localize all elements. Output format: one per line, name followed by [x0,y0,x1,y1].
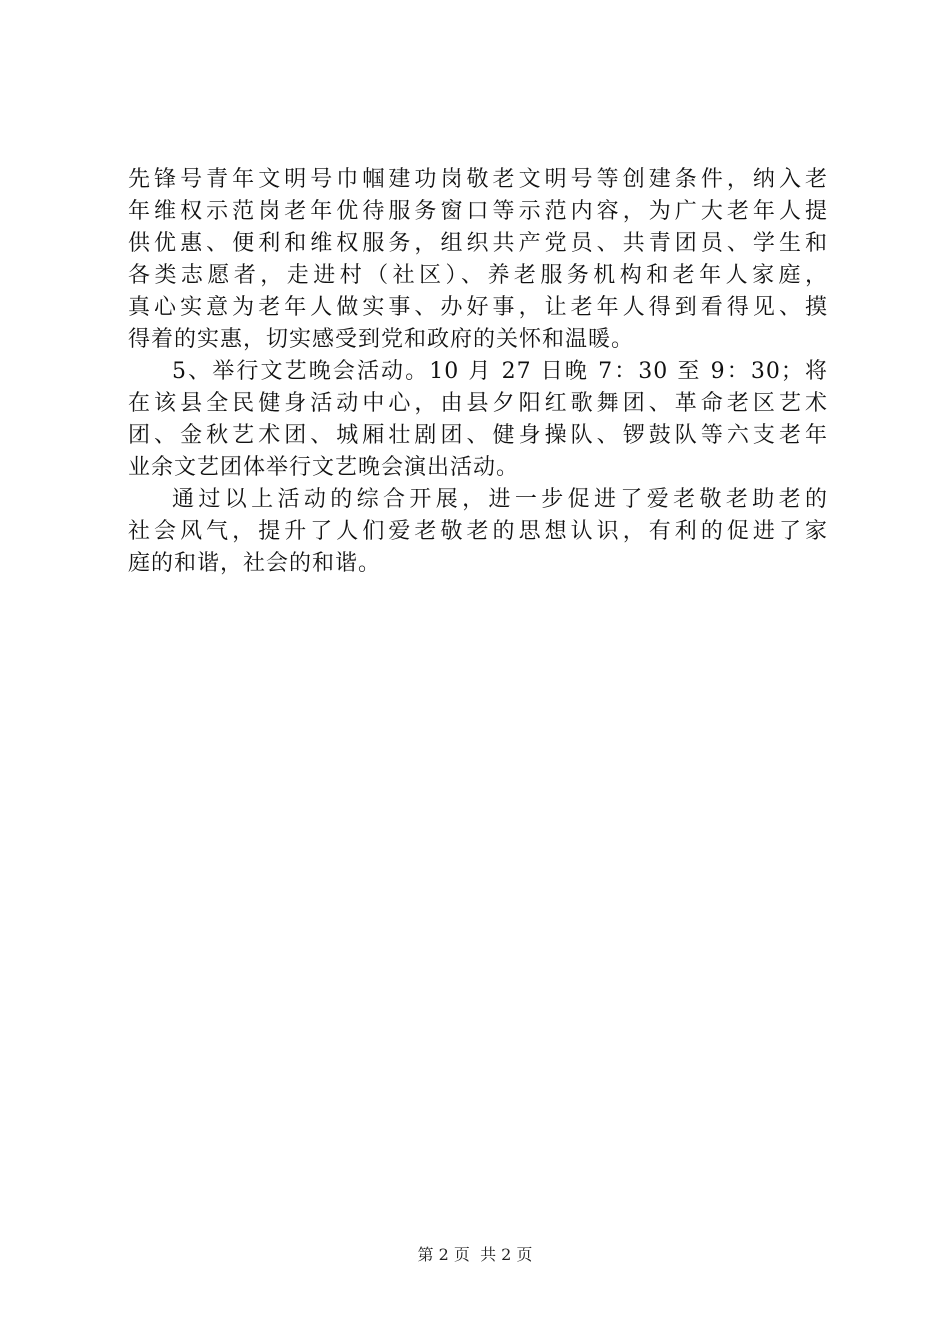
paragraph-line: 真心实意为老年人做实事、办好事，让老年人得到看得见、摸 [128,295,828,320]
paragraph-line: 年维权示范岗老年优待服务窗口等示范内容，为广大老年人提 [128,199,828,224]
page-number-label: 第 2 页 共 2 页 [417,1245,533,1264]
paragraph-3 [128,484,828,580]
paragraph-1 [128,164,828,356]
paragraph-line: 供优惠、便利和维权服务，组织共产党员、共青团员、学生和 [128,231,828,256]
paragraph-line: 团、金秋艺术团、城厢壮剧团、健身操队、锣鼓队等六支老年 [128,423,828,448]
paragraph-line: 社会风气，提升了人们爱老敬老的思想认识，有利的促进了家 [128,519,828,544]
paragraph-line: 得着的实惠，切实感受到党和政府的关怀和温暖。 [128,327,635,352]
document-body [128,164,828,580]
paragraph-line: 在该县全民健身活动中心，由县夕阳红歌舞团、革命老区艺术 [128,391,828,416]
paragraph-line: 各类志愿者，走进村（社区）、养老服务机构和老年人家庭， [128,263,828,288]
paragraph-line: 庭的和谐，社会的和谐。 [128,551,382,576]
page-footer [0,1245,950,1265]
paragraph-line: 5、举行文艺晚会活动。10 月 27 日晚 7：30 至 9：30；将 [172,359,828,384]
paragraph-line: 先锋号青年文明号巾帼建功岗敬老文明号等创建条件，纳入老 [128,167,828,192]
paragraph-line: 通过以上活动的综合开展，进一步促进了爱老敬老助老的 [172,487,828,512]
paragraph-line: 业余文艺团体举行文艺晚会演出活动。 [128,455,520,480]
paragraph-2 [128,356,828,484]
